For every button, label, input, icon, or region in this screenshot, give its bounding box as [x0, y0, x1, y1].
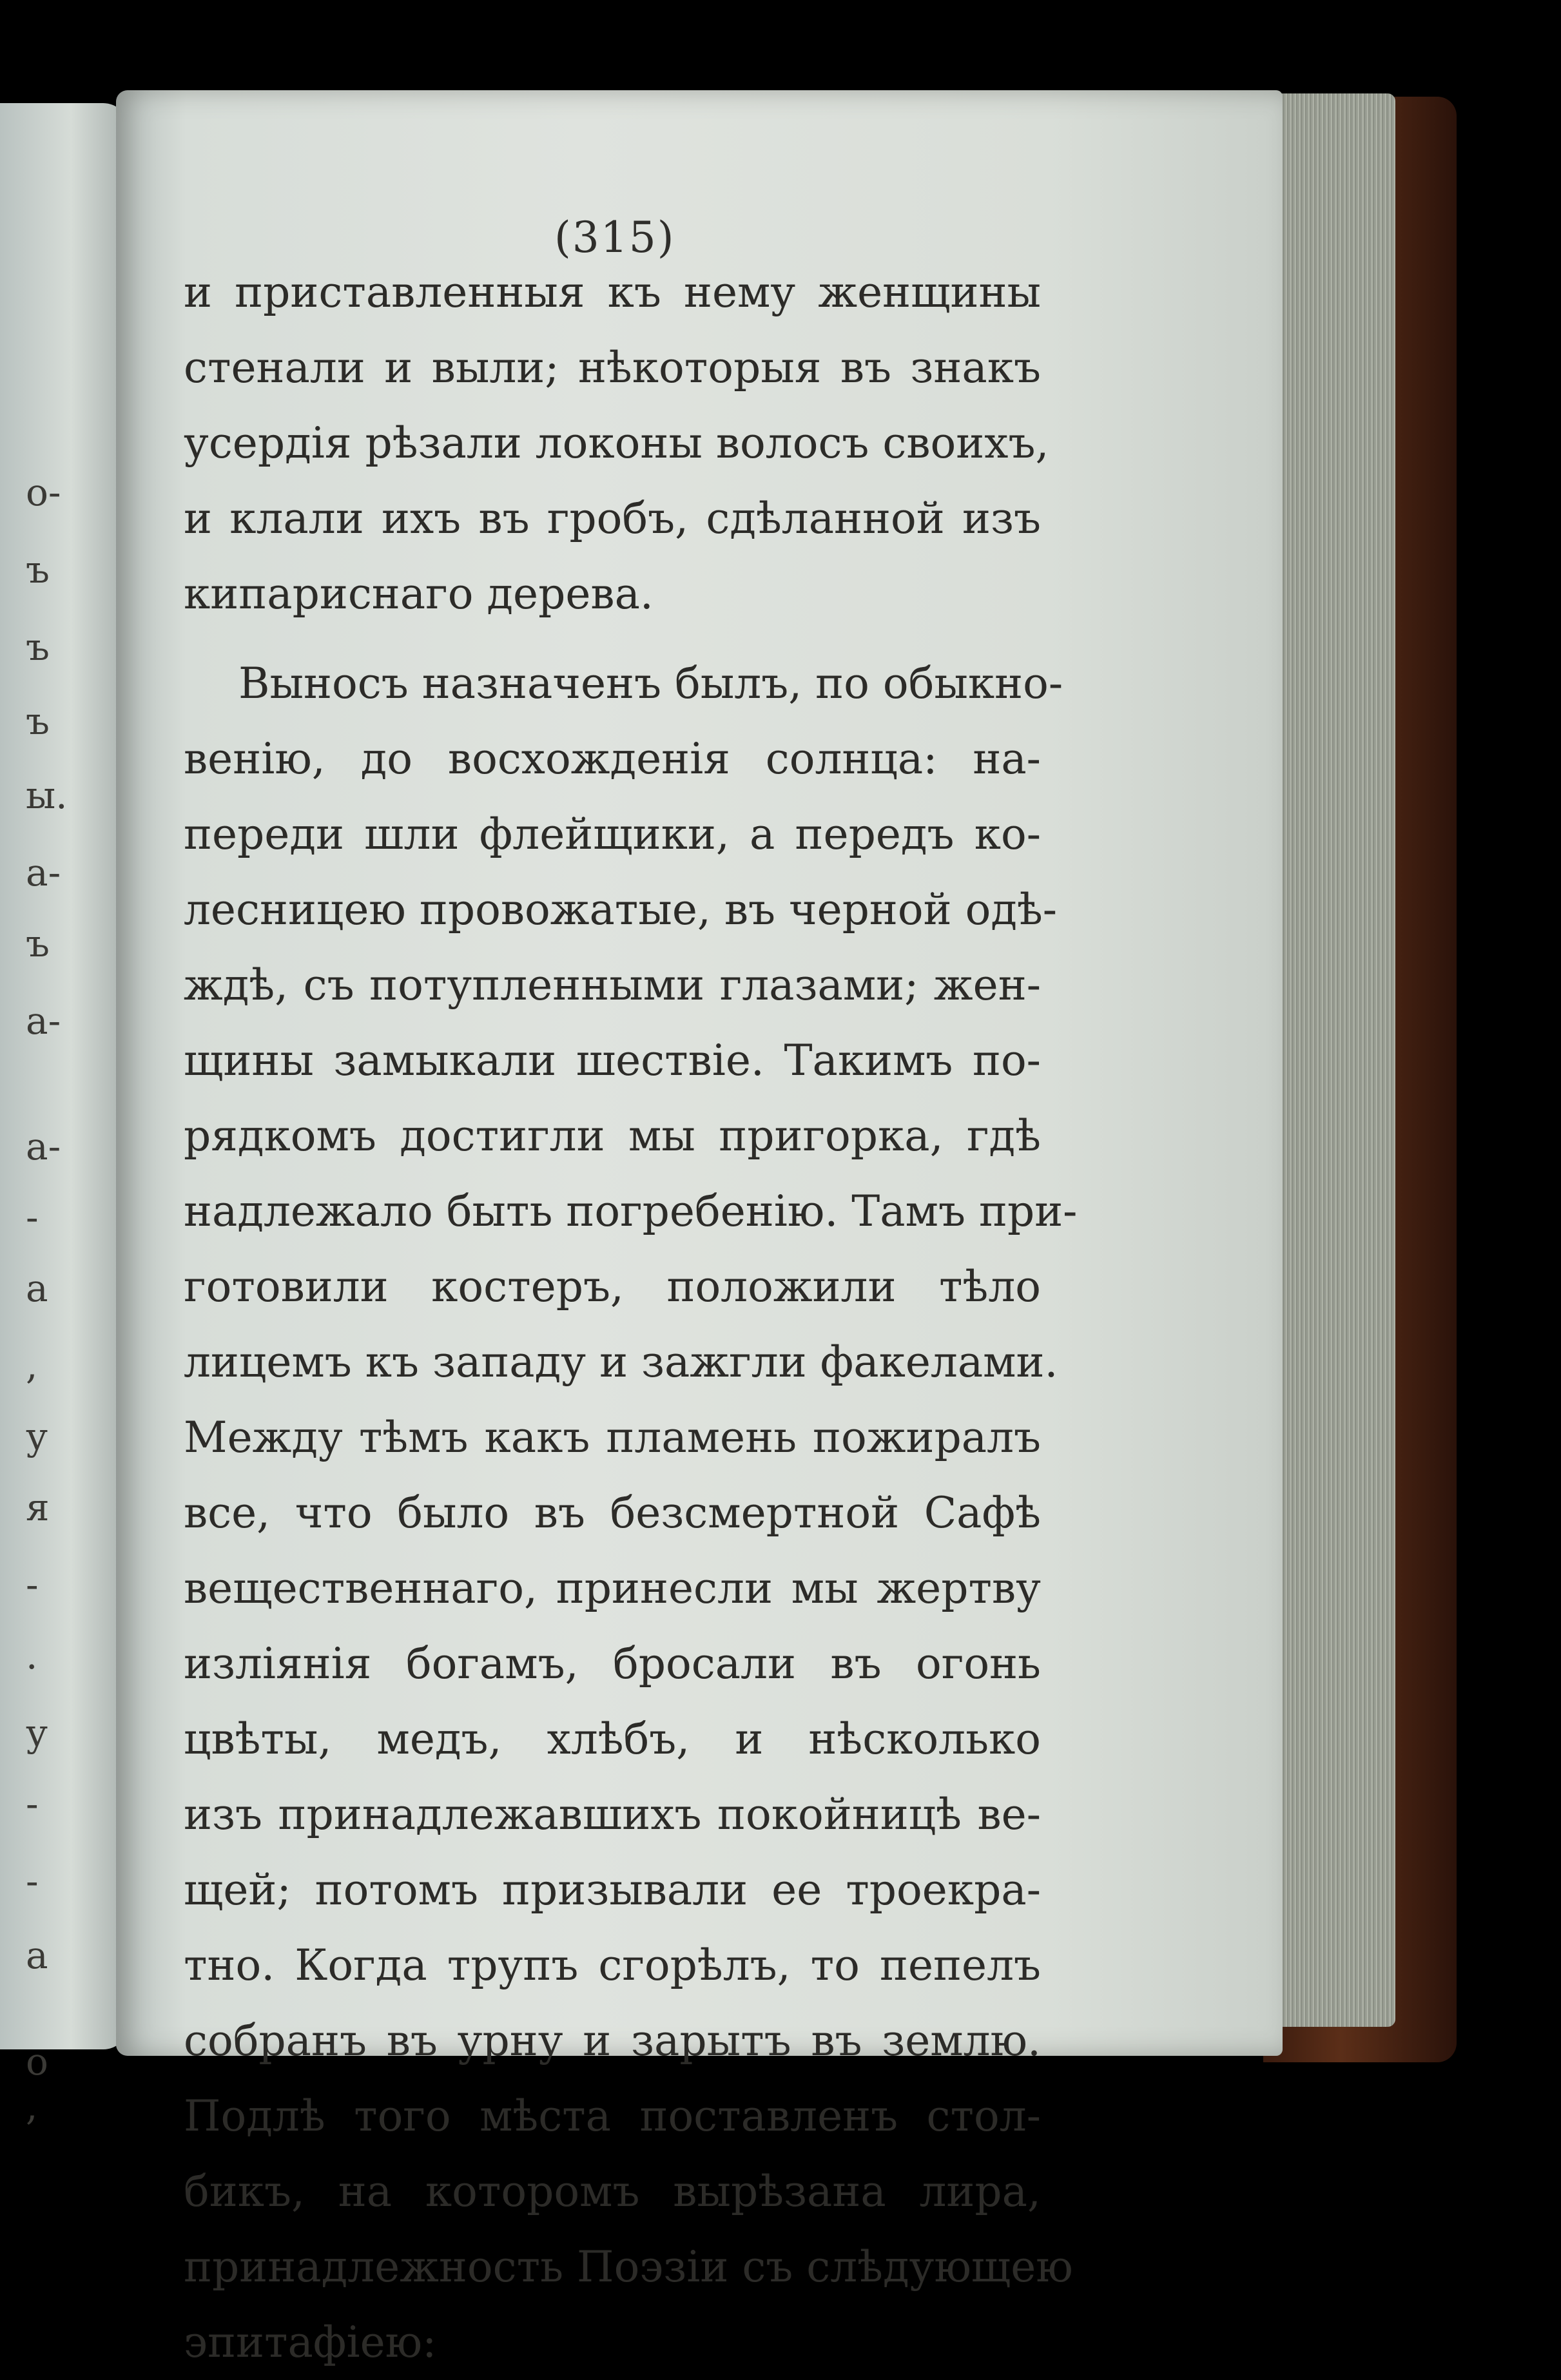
text-line: эпитафіею:	[184, 2317, 437, 2367]
left-fragment: ,	[26, 2085, 38, 2129]
page-text	[184, 255, 1078, 2380]
text-line: ждѣ, съ потупленными глазами; жен-	[184, 960, 1041, 1010]
text-line: Подлѣ того мѣста поставленъ стол-	[184, 2091, 1041, 2141]
text-line: венію, до восхожденія солнца: на-	[184, 734, 1041, 784]
text-line: надлежало быть погребенію. Тамъ при-	[184, 1186, 1078, 1236]
text-line: бикъ, на которомъ вырѣзана лира,	[184, 2167, 1041, 2216]
left-page-fragment	[0, 103, 129, 2129]
left-fragment: а	[26, 1933, 48, 1977]
text-line: тно. Когда трупъ сгорѣлъ, то пепелъ	[184, 1940, 1041, 1990]
left-fragment: о-	[26, 470, 61, 514]
left-fragment: ъ	[26, 625, 50, 669]
left-fragment: а-	[26, 851, 61, 895]
text-line: готовили костеръ, положили тѣло	[184, 1262, 1041, 1311]
left-fragment: -	[26, 1195, 39, 1239]
text-line: стенали и выли; нѣкоторыя въ знакъ	[184, 343, 1041, 392]
left-fragment: у	[26, 1711, 48, 1755]
left-fragment: -	[26, 1563, 39, 1607]
text-line: кипариснаго дерева.	[184, 569, 654, 619]
paragraph-start-line: Выносъ назначенъ былъ, по обыкно-	[238, 659, 1063, 708]
text-line: и клали ихъ въ гробъ, сдѣланной изъ	[184, 494, 1041, 543]
left-fragment: а-	[26, 1125, 61, 1168]
text-line: принадлежность Поэзіи съ слѣдующею	[184, 2242, 1073, 2292]
left-fragment: ъ	[26, 922, 50, 965]
left-fragment: у	[26, 1415, 48, 1458]
text-line: щей; потомъ призывали ее троекра-	[184, 1865, 1041, 1915]
left-fragment: ,	[26, 1344, 38, 1388]
text-line: изліянія богамъ, бросали въ огонь	[184, 1639, 1041, 1688]
text-line: усердія рѣзали локоны волосъ своихъ,	[184, 418, 1049, 468]
left-fragment: .	[26, 1634, 38, 1678]
left-fragment: я	[26, 1485, 50, 1529]
left-fragment: ы.	[26, 773, 68, 817]
text-line: цвѣты, медъ, хлѣбъ, и нѣсколько	[184, 1714, 1041, 1764]
text-line: все, что было въ безсмертной Сафѣ	[184, 1488, 1041, 1538]
text-line: переди шли флейщики, а передъ ко-	[184, 809, 1041, 859]
text-line: и приставленныя къ нему женщины	[184, 267, 1041, 317]
text-line: изъ принадлежавшихъ покойницѣ ве-	[184, 1790, 1041, 1839]
text-line: вещественнаго, принесли мы жертву	[184, 1563, 1041, 1613]
left-fragment: -	[26, 1859, 39, 1903]
left-fragment: а	[26, 1266, 48, 1310]
left-fragment: о	[26, 2040, 48, 2084]
left-fragment: -	[26, 1782, 39, 1826]
text-line: собранъ въ урну и зарытъ въ землю.	[184, 2016, 1041, 2066]
page-number: (315)	[554, 213, 675, 262]
text-line: лесницею провожатые, въ черной одѣ-	[184, 885, 1058, 934]
left-fragment: ъ	[26, 548, 50, 592]
text-line: лицемъ къ западу и зажгли факелами.	[184, 1337, 1058, 1387]
page-edges	[1266, 93, 1395, 2027]
text-line: Между тѣмъ какъ пламень пожиралъ	[184, 1413, 1041, 1462]
left-fragment: а-	[26, 999, 61, 1043]
text-line: щины замыкали шествіе. Такимъ по-	[184, 1036, 1041, 1085]
left-fragment: ъ	[26, 699, 50, 743]
text-line: рядкомъ достигли мы пригорка, гдѣ	[184, 1111, 1041, 1161]
